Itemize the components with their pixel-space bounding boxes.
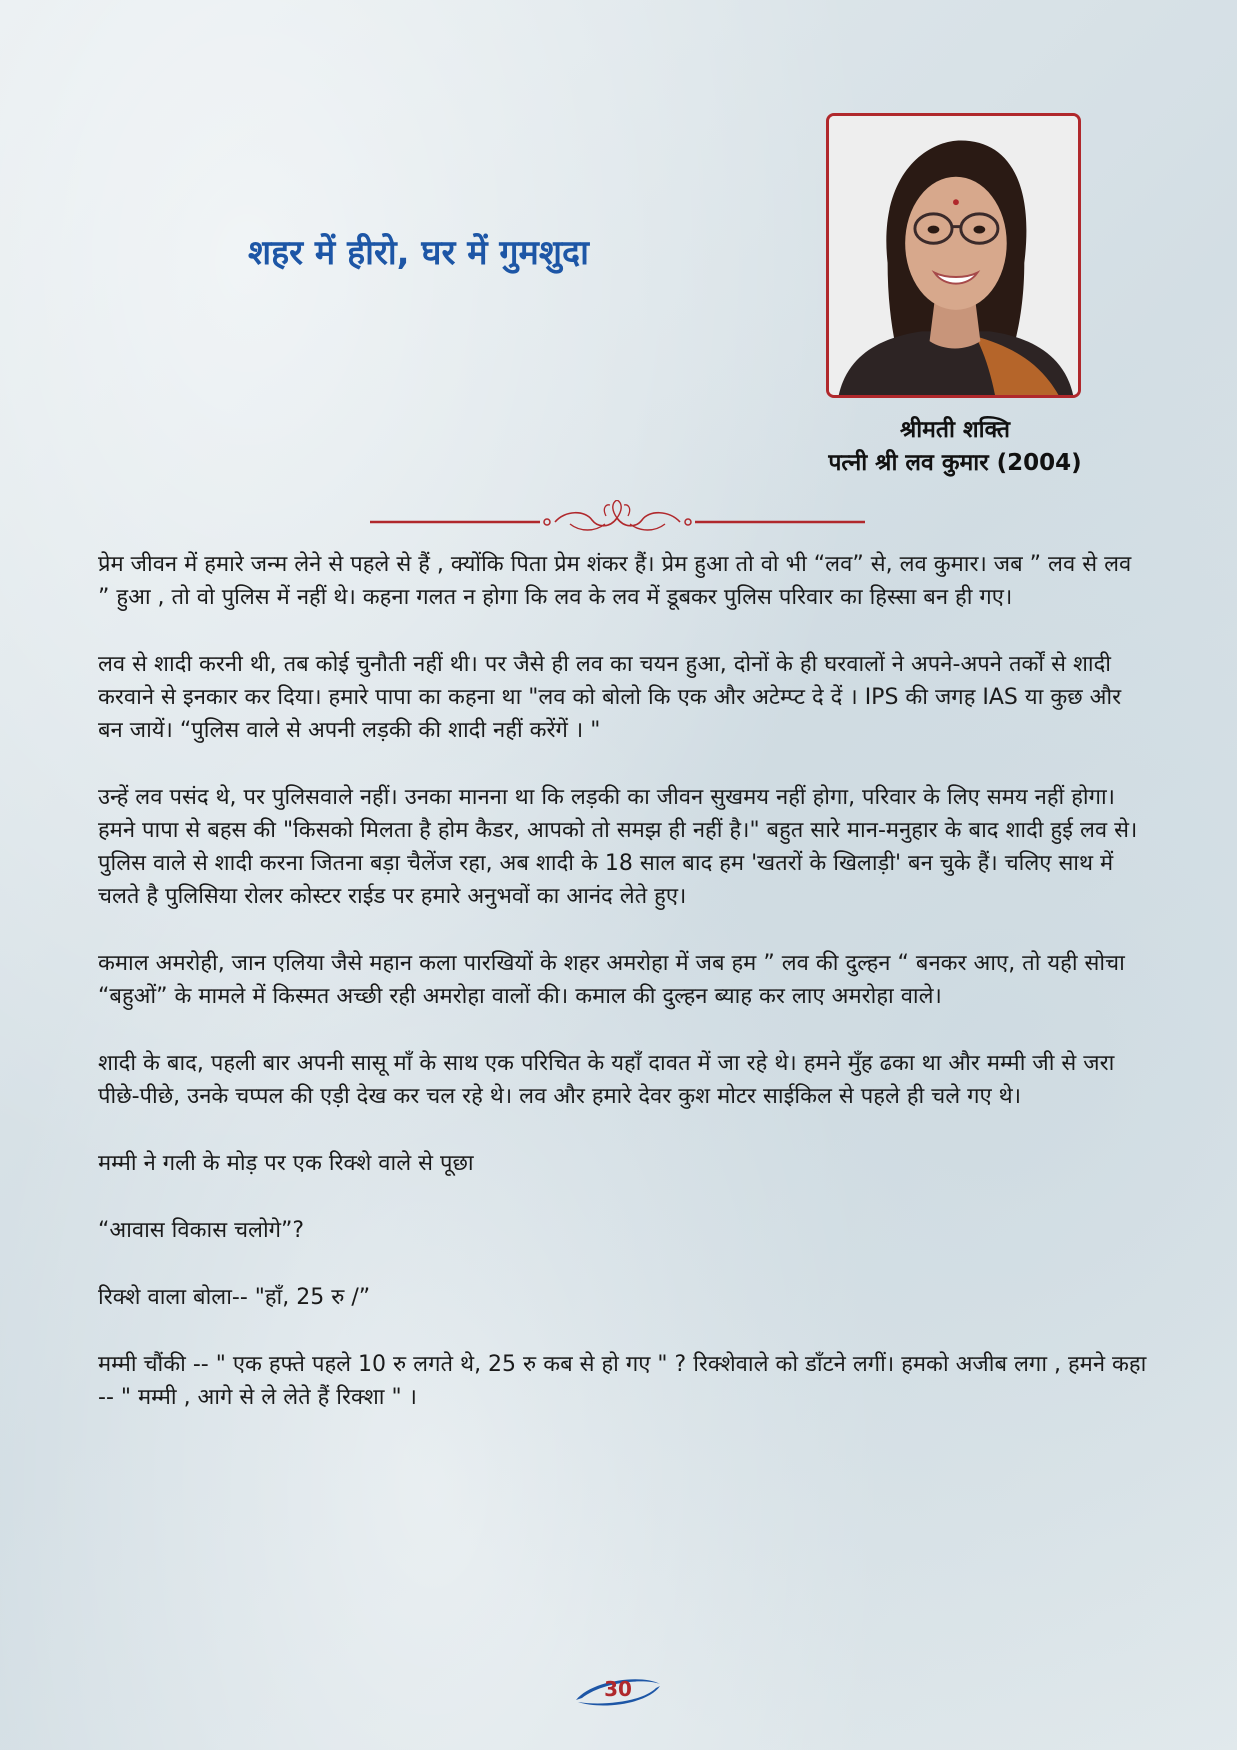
portrait-image: [829, 116, 1078, 395]
author-relation: पत्नी श्री लव कुमार (2004): [828, 450, 1082, 477]
paragraph: लव से शादी करनी थी, तब कोई चुनौती नहीं थी। पर जैसे ही लव का चयन हुआ, दोनों के ही घरवालों ने अपने-अपने तर्कों से शादी करवाने से इनकार कर दिया। हमारे पापा का कहना था "लव को बोलो कि एक और अटेम्प्ट दे दें । IPS की जगह IAS या कुछ और बन जायें। “पुलिस वाले से अपनी लड़की की शादी नहीं करेंगें । ": [98, 652, 1122, 743]
page-title: शहर में हीरो, घर में गुमशुदा: [248, 233, 589, 273]
paragraph: “आवास विकास चलोगे”?: [98, 1218, 305, 1243]
author-name: श्रीमती शक्ति: [899, 417, 1011, 443]
paragraph: रिक्शे वाला बोला-- "हाँ, 25 रु /”: [98, 1285, 371, 1310]
page-number-badge: [572, 1672, 664, 1712]
article-body: [98, 548, 1148, 1448]
paragraph: प्रेम जीवन में हमारे जन्म लेने से पहले से हैं , क्योंकि पिता प्रेम शंकर हैं। प्रेम हुआ तो वो भी “लव” से, लव कुमार। जब ” लव से लव ” हुआ , तो वो पुलिस में नहीं थे। कहना गलत न होगा कि लव के लव में डूबकर पुलिस परिवार का हिस्सा बन ही गए।: [98, 552, 1132, 610]
paragraph: मम्मी ने गली के मोड़ पर एक रिक्शे वाले से पूछा: [98, 1151, 474, 1176]
paragraph: कमाल अमरोही, जान एलिया जैसे महान कला पारखियों के शहर अमरोहा में जब हम ” लव की दुल्हन “ बनकर आए, तो यही सोचा “बहुओं” के मामले में किस्मत अच्छी रही अमरोहा वालों की। कमाल की दुल्हन ब्याह कर लाए अमरोहा वाले।: [98, 951, 1125, 1009]
page-number: 30: [604, 1677, 632, 1701]
paragraph: मम्मी चौंकी -- " एक हफ्ते पहले 10 रु लगते थे, 25 रु कब से हो गए " ? रिक्शेवाले को डाँटने लगीं। हमको अजीब लगा , हमने कहा -- " मम्मी , आगे से ले लेते हैं रिक्शा " ।: [98, 1352, 1147, 1410]
paragraph: शादी के बाद, पहली बार अपनी सासू माँ के साथ एक परिचित के यहाँ दावत में जा रहे थे। हमने मुँह ढका था और मम्मी जी से जरा पीछे-पीछे, उनके चप्पल की एड़ी देख कर चल रहे थे। लव और हमारे देवर कुश मोटर साईकिल से पहले ही चले गए थे।: [98, 1051, 1115, 1109]
author-credit: [760, 414, 1150, 481]
author-photo: [826, 113, 1081, 398]
ornamental-divider: [370, 500, 865, 540]
paragraph: उन्हें लव पसंद थे, पर पुलिसवाले नहीं। उनका मानना था कि लड़की का जीवन सुखमय नहीं होगा, परिवार के लिए समय नहीं होगा। हमने पापा से बहस की "किसको मिलता है होम कैडर, आपको तो समझ ही नहीं है।" बहुत सारे मान-मनुहार के बाद शादी हुई लव से। पुलिस वाले से शादी करना जितना बड़ा चैलेंज रहा, अब शादी के 18 साल बाद हम 'खतरों के खिलाड़ी' बन चुके हैं। चलिए साथ में चलते है पुलिसिया रोलर कोस्टर राईड पर हमारे अनुभवों का आनंद लेते हुए।: [98, 785, 1138, 909]
